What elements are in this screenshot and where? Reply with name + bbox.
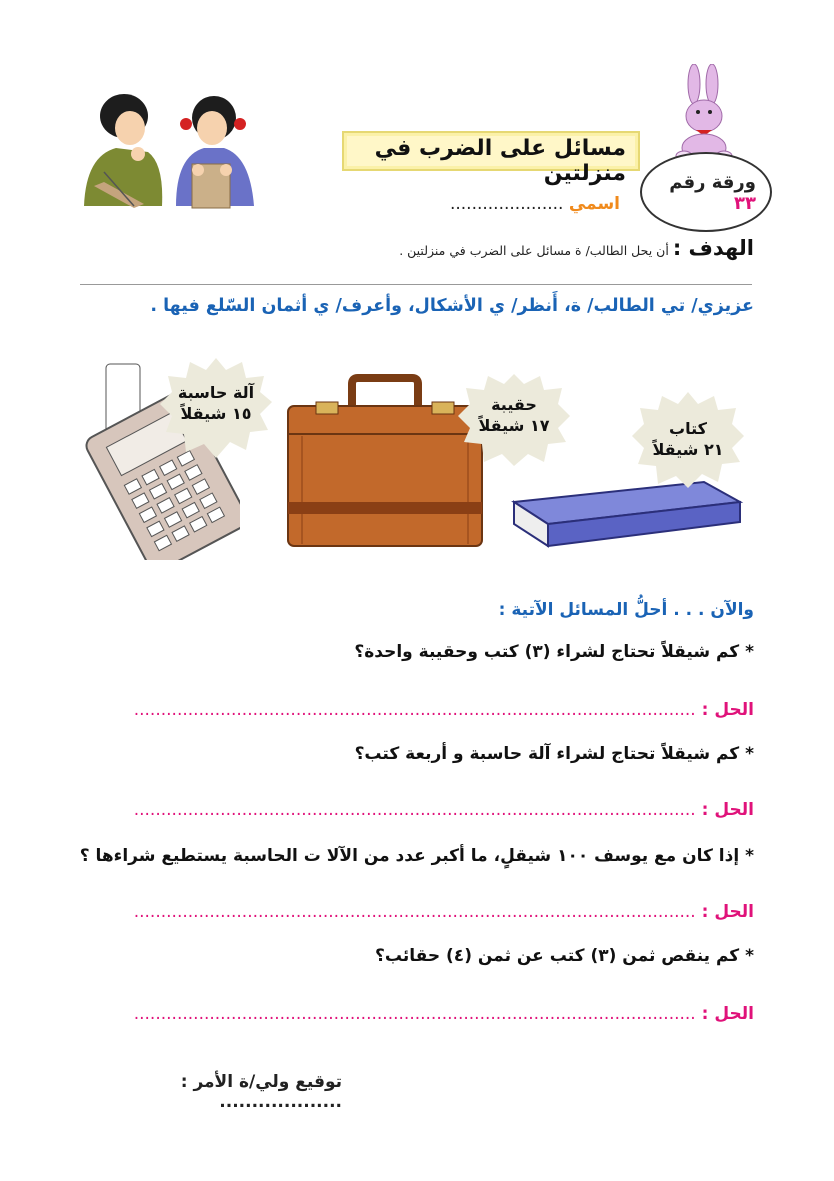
goal-text: أن يحل الطالب/ ة مسائل على الضرب في منزلتين . (399, 243, 669, 258)
solution-blank[interactable]: ........................................................................................................ (133, 1004, 696, 1024)
solution-label: الحل : (701, 902, 754, 922)
question-1: * كم شيقلاً تحتاج لشراء (٣) كتب وحقيبة واحدة؟ (354, 642, 754, 662)
book-price: ٢١ شيقلاً (652, 440, 724, 459)
solution-row-3 (74, 902, 754, 922)
signature-label: توقيع ولي/ة الأمر : (180, 1072, 342, 1092)
calculator-price: ١٥ شيقلاً (180, 404, 252, 423)
solution-blank[interactable]: ........................................................................................................ (133, 800, 696, 820)
solution-row-2 (74, 800, 754, 820)
sheet-label (648, 172, 756, 214)
solution-blank[interactable]: ........................................................................................................ (133, 700, 696, 720)
name-blank[interactable]: ..................... (449, 194, 564, 214)
instructions-text: والآن . . . أحلُّ المسائل الآتية : (498, 600, 754, 620)
book-name: كتاب (669, 419, 707, 438)
bunny-illustration (666, 64, 746, 164)
goal-row (300, 236, 754, 260)
children-illustration (64, 86, 264, 216)
name-row (390, 194, 620, 214)
question-2: * كم شيقلاً تحتاج لشراء آلة حاسبة و أربعة كتب؟ (354, 744, 754, 764)
goal-label: الهدف : (672, 236, 754, 260)
solution-blank[interactable]: ........................................................................................................ (133, 902, 696, 922)
divider (80, 284, 752, 285)
book-price-tag (640, 418, 736, 460)
sheet-number: ٣٣ (734, 193, 756, 214)
calculator-price-tag (168, 382, 264, 424)
intro-text: عزيزي/ تي الطالب/ ة، أَنظر/ ي الأشكال، وأعرف/ ي أثمان السّلع فيها . (150, 296, 754, 316)
solution-label: الحل : (701, 1004, 754, 1024)
sheet-label-text: ورقة رقم (669, 172, 756, 193)
solution-label: الحل : (701, 700, 754, 720)
solution-row-4 (74, 1004, 754, 1024)
solution-row-1 (74, 700, 754, 720)
briefcase-name: حقيبة (491, 395, 537, 414)
briefcase-price: ١٧ شيقلاً (478, 416, 550, 435)
guardian-signature-row (70, 1072, 342, 1112)
name-label: اسمي (568, 194, 620, 214)
signature-blank[interactable]: ................... (219, 1092, 342, 1112)
question-4: * كم ينقص ثمن (٣) كتب عن ثمن (٤) حقائب؟ (374, 946, 754, 966)
question-3: * إذا كان مع يوسف ١٠٠ شيقلٍ، ما أكبر عدد من الآلا ت الحاسبة يستطيع شراءها ؟ (79, 846, 754, 866)
calculator-name: آلة حاسبة (177, 383, 255, 402)
solution-label: الحل : (701, 800, 754, 820)
page-title: مسائل على الضرب في منزلتين (374, 136, 626, 186)
briefcase-price-tag (464, 394, 564, 436)
